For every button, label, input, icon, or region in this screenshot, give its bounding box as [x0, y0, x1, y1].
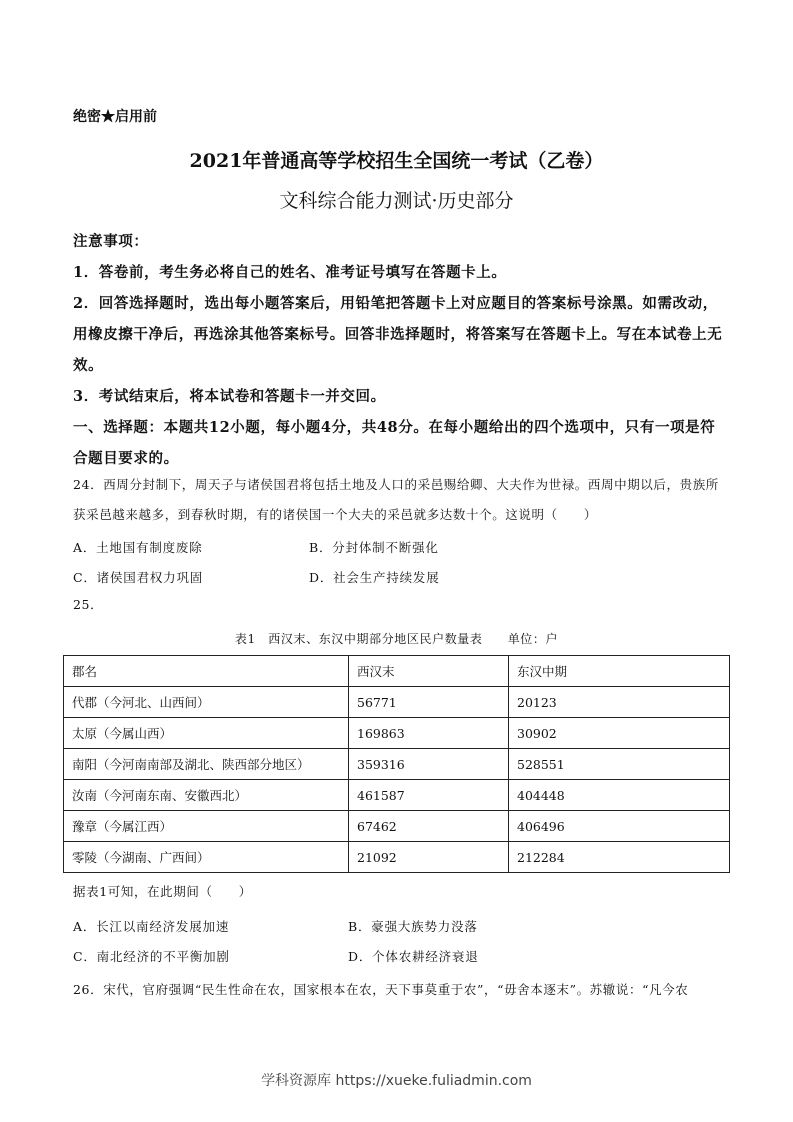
table-cell: 169863: [349, 718, 509, 749]
table-caption: 表1 西汉末、东汉中期部分地区民户数量表 单位：户: [234, 632, 559, 646]
table-cell: 528551: [509, 749, 730, 780]
instructions-heading: 注意事项：: [73, 233, 149, 250]
instruction-item: 2．回答选择题时，选出每小题答案后，用铅笔把答题卡上对应题目的答案标号涂黑。如需改动，用橡皮擦干净后，再选涂其他答案标号。回答非选择题时，将答案写在答题卡上。写在本试卷上无效。: [73, 295, 723, 374]
table-cell: 豫章（今属江西）: [64, 811, 349, 842]
table-cell: 359316: [349, 749, 509, 780]
table-cell: 461587: [349, 780, 509, 811]
table-row: [64, 718, 730, 749]
exam-subtitle: 文科综合能力测试·历史部分: [279, 190, 514, 212]
table-cell: 20123: [509, 687, 730, 718]
table-cell: 212284: [509, 842, 730, 873]
table-cell: 太原（今属山西）: [64, 718, 349, 749]
instructions-section: [73, 226, 723, 474]
option-c: C．南北经济的不平衡加剧: [73, 949, 230, 964]
table-row: [64, 749, 730, 780]
table-cell: 21092: [349, 842, 509, 873]
table-cell: 汝南（今河南东南、安徽西北）: [64, 780, 349, 811]
table-header-row: [64, 656, 730, 687]
section-intro: 一、选择题：本题共12小题，每小题4分，共48分。在每小题给出的四个选项中，只有一项是符合题目要求的。: [73, 419, 716, 467]
table-row: [64, 780, 730, 811]
option-d: D．个体农耕经济衰退: [348, 949, 479, 964]
footer-watermark: 学科资源库 https://xueke.fuliadmin.com: [261, 1073, 532, 1089]
question-25-stem: 据表1可知，在此期间（ ）: [73, 884, 252, 899]
table-cell: 406496: [509, 811, 730, 842]
confidential-label: 绝密★启用前: [73, 109, 157, 125]
instruction-item: 3．考试结束后，将本试卷和答题卡一并交回。: [73, 388, 386, 405]
table-row: [64, 811, 730, 842]
question-26: [73, 975, 723, 1005]
table-header-cell: 东汉中期: [509, 656, 730, 687]
question-25-number: 25．: [73, 597, 104, 612]
option-b: B．豪强大族势力没落: [348, 919, 478, 934]
table-cell: 零陵（今湖南、广西间）: [64, 842, 349, 873]
table-row: [64, 842, 730, 873]
table-cell: 代郡（今河北、山西间）: [64, 687, 349, 718]
question-25-options: [73, 912, 723, 972]
option-b: B．分封体制不断强化: [309, 540, 439, 555]
table-cell: 30902: [509, 718, 730, 749]
table-cell: 67462: [349, 811, 509, 842]
table-header-cell: 郡名: [64, 656, 349, 687]
table-cell: 南阳（今河南南部及湖北、陕西部分地区）: [64, 749, 349, 780]
option-a: A．土地国有制度废除: [73, 540, 203, 555]
table-cell: 404448: [509, 780, 730, 811]
table-cell: 56771: [349, 687, 509, 718]
option-c: C．诸侯国君权力巩固: [73, 570, 204, 585]
question-24-options: [73, 533, 723, 593]
question-24-text: 24．西周分封制下，周天子与诸侯国君将包括土地及人口的采邑赐给卿、大夫作为世禄。西周中期以后，贵族所获采邑越来越多，到春秋时期，有的诸侯国一个大夫的采邑就多达数十个。这说明（ ）: [73, 477, 719, 522]
question-26-text: 26．宋代，官府强调“民生性命在农，国家根本在农，天下事莫重于农”，“毋舍本逐末”。苏辙说：“凡今农: [73, 982, 689, 997]
instruction-item: 1．答卷前，考生务必将自己的姓名、准考证号填写在答题卡上。: [73, 264, 507, 281]
option-d: D．社会生产持续发展: [309, 570, 440, 585]
question-24: [73, 470, 723, 530]
table-row: [64, 687, 730, 718]
exam-title: 2021年普通高等学校招生全国统一考试（乙卷）: [189, 150, 604, 172]
option-a: A．长江以南经济发展加速: [73, 919, 230, 934]
table-header-cell: 西汉末: [349, 656, 509, 687]
household-table: [63, 655, 730, 873]
